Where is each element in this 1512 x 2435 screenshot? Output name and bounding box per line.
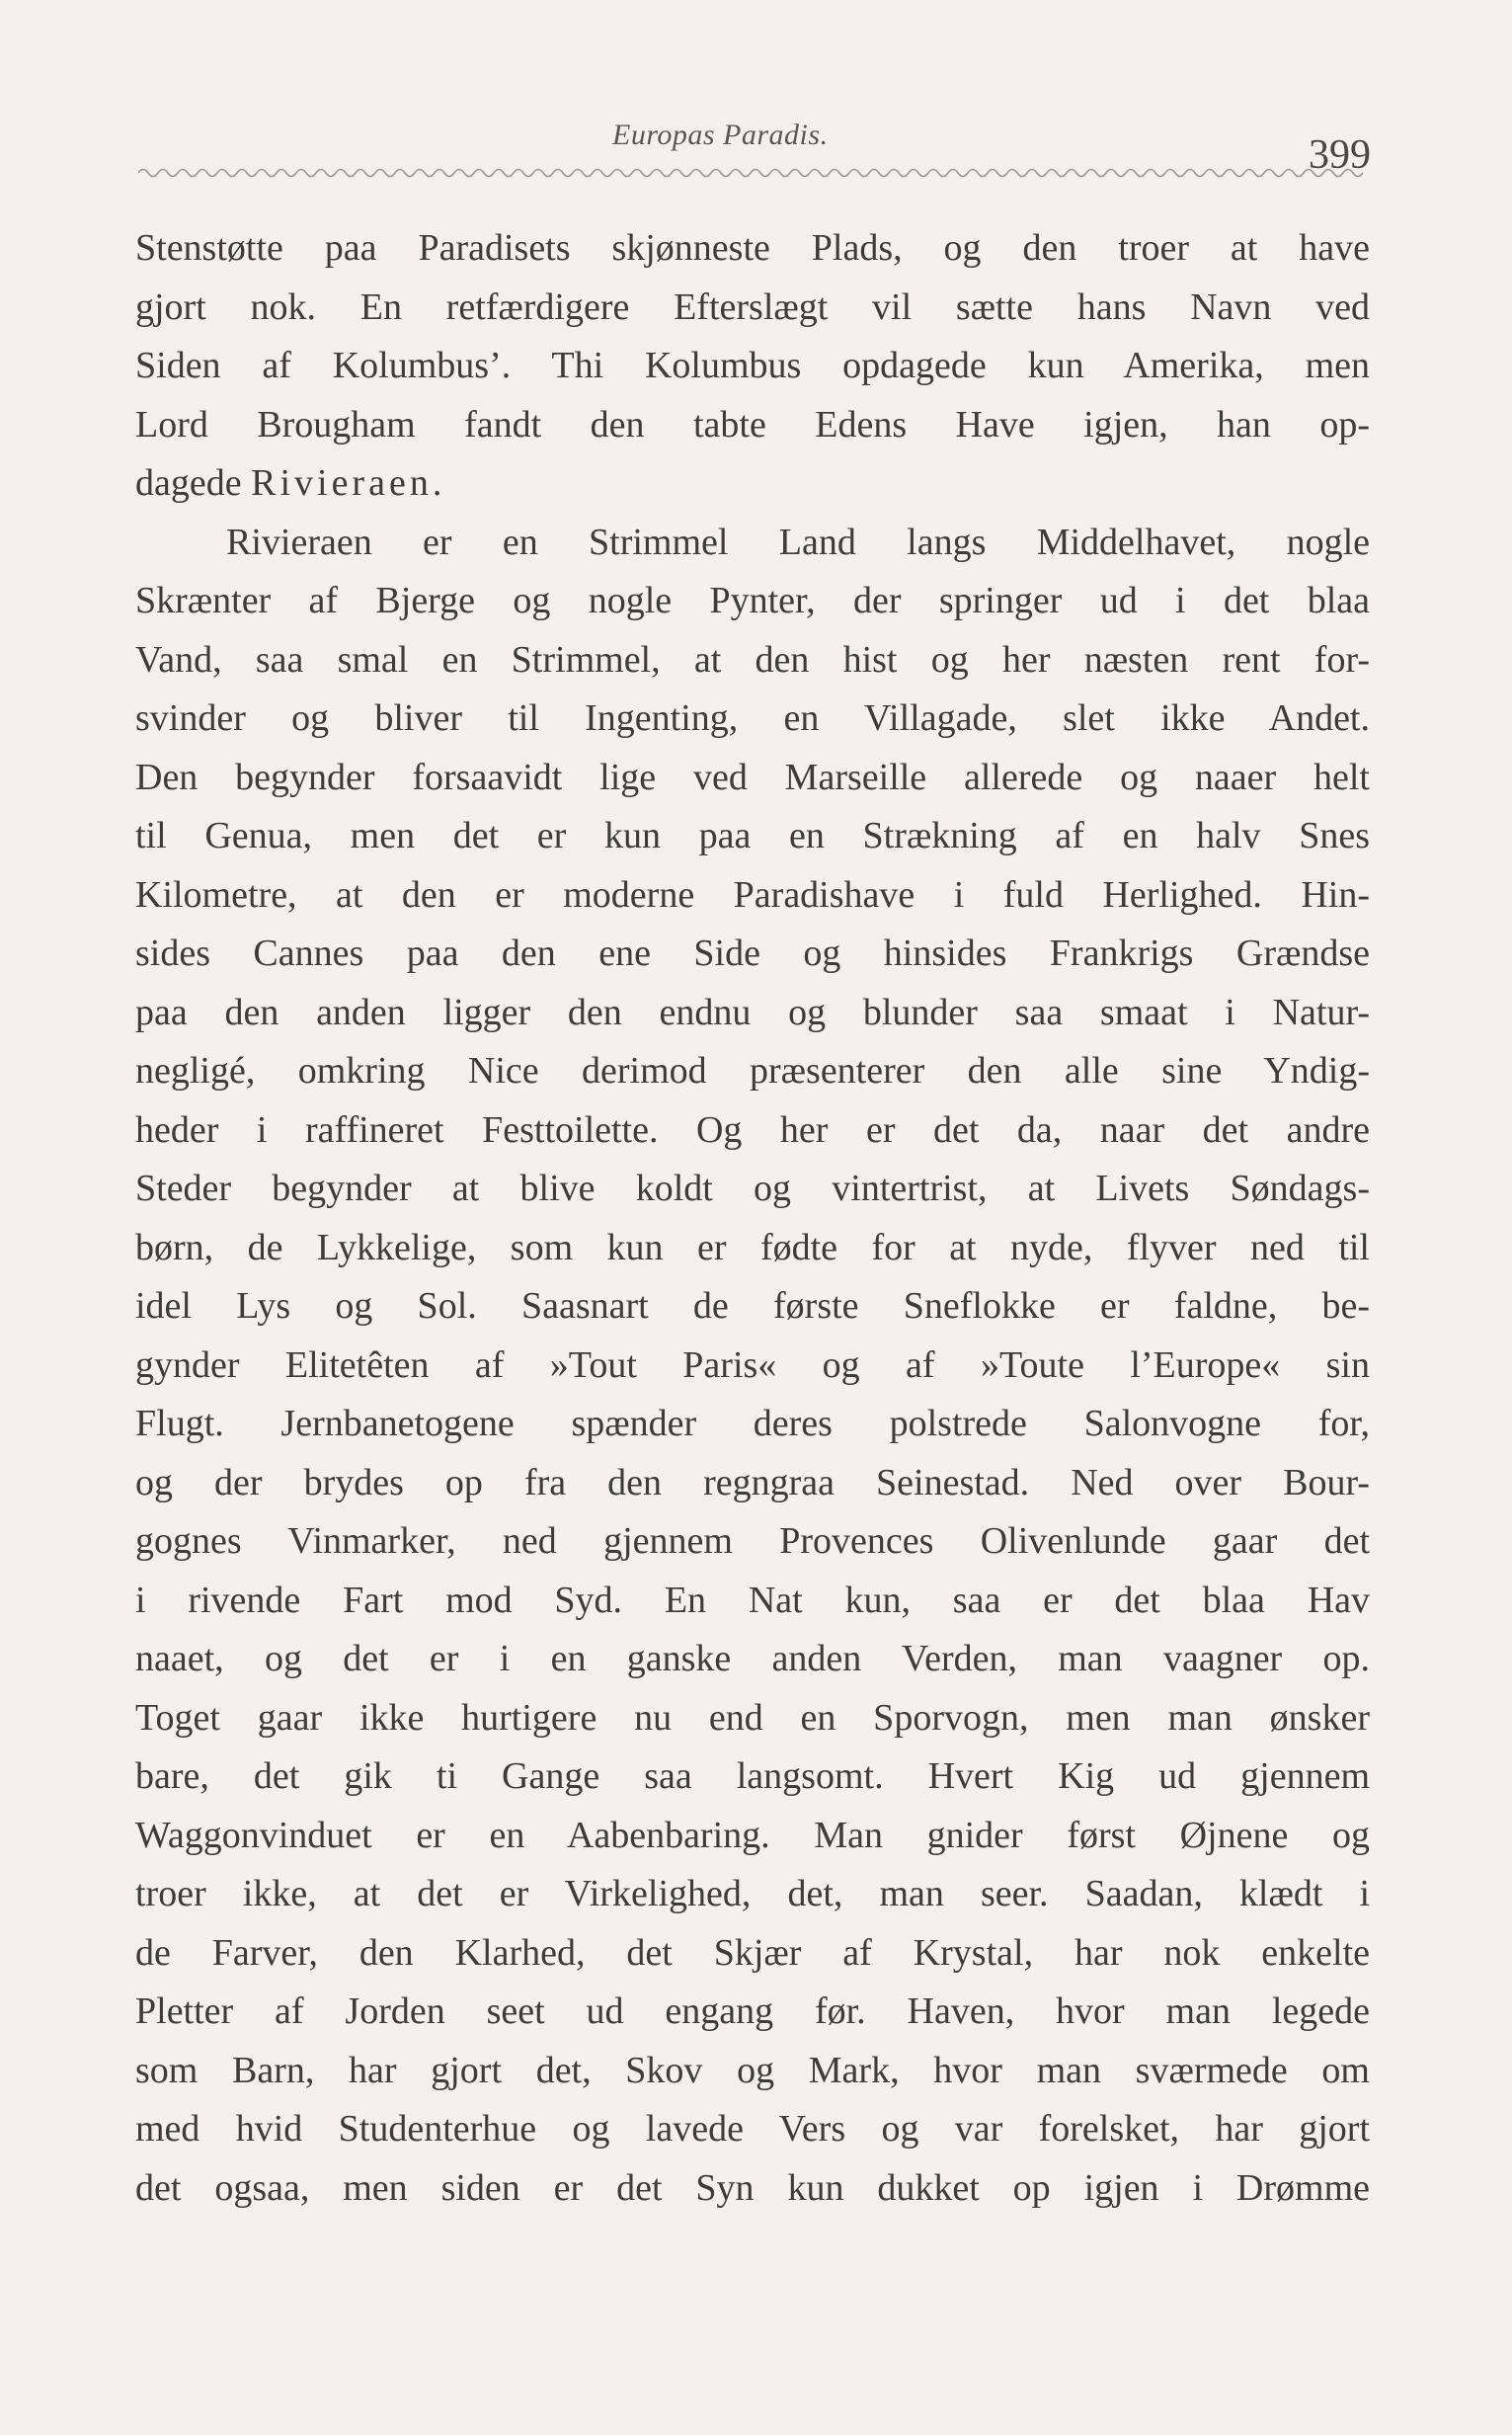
text-line: paa den anden ligger den endnu og blunder saa smaat i Natur-: [135, 991, 1370, 1033]
text-line: heder i raffineret Festtoilette. Og her er det da, naar det andre: [135, 1108, 1370, 1151]
text-line: Stenstøtte paa Paradisets skjønneste Plads, og den troer at have: [135, 227, 1370, 269]
spaced-emphasis: Rivieraen: [251, 462, 433, 504]
text-line: svinder og bliver til Ingenting, en Villagade, slet ikke Andet.: [135, 697, 1370, 739]
text-line: som Barn, har gjort det, Skov og Mark, hvor man sværmede om: [135, 2049, 1370, 2091]
running-title: Europas Paradis.: [612, 119, 829, 151]
text-line: troer ikke, at det er Virkelighed, det, man seer. Saadan, klædt i: [135, 1873, 1370, 1914]
text-line: i rivende Fart mod Syd. En Nat kun, saa er det blaa Hav: [135, 1579, 1370, 1621]
text-line: Pletter af Jorden seet ud engang før. Haven, hvor man legede: [135, 1990, 1370, 2032]
text-line: Flugt. Jernbanetogene spænder deres polstrede Salonvogne for,: [135, 1403, 1370, 1444]
text-line: Skrænter af Bjerge og nogle Pynter, der springer ud i det blaa: [135, 580, 1370, 621]
text-line: bare, det gik ti Gange saa langsomt. Hvert Kig ud gjennem: [135, 1755, 1370, 1797]
text-line: og der brydes op fra den regngraa Seinestad. Ned over Bour-: [135, 1461, 1370, 1503]
text-line: Den begynder forsaavidt lige ved Marseille allerede og naaer helt: [135, 756, 1370, 798]
text-line: Waggonvinduet er en Aabenbaring. Man gnider først Øjnene og: [135, 1814, 1370, 1856]
text-line: gynder Elitetêten af »Tout Paris« og af »Toute l’Europe« sin: [135, 1343, 1370, 1386]
page-number: 399: [1309, 132, 1371, 178]
text-line: børn, de Lykkelige, som kun er fødte for at nyde, flyver ned til: [135, 1226, 1370, 1268]
text-line: Lord Brougham fandt den tabte Edens Have igjen, han op-: [135, 403, 1370, 446]
text-segment: dagede: [135, 462, 252, 504]
text-line: Siden af Kolumbus’. Thi Kolumbus opdagede kun Amerika, men: [135, 345, 1370, 386]
text-line: Kilometre, at den er moderne Paradishave i fuld Herlighed. Hin-: [135, 873, 1370, 916]
text-segment: .: [432, 462, 442, 504]
paragraph-start-line: Rivieraen er en Strimmel Land langs Middelhavet, nogle: [226, 521, 1370, 563]
text-line: naaet, og det er i en ganske anden Verden, man vaagner op.: [135, 1638, 1370, 1679]
text-line: de Farver, den Klarhed, det Skjær af Krystal, har nok enkelte: [135, 1931, 1370, 1974]
text-line: det ogsaa, men siden er det Syn kun dukket op igjen i Drømme: [135, 2166, 1370, 2209]
header-ornament-rule: [138, 164, 1363, 182]
text-line: med hvid Studenterhue og lavede Vers og var forelsket, har gjort: [135, 2108, 1370, 2150]
text-line: sides Cannes paa den ene Side og hinsides Frankrigs Grændse: [135, 933, 1370, 974]
text-line: gognes Vinmarker, ned gjennem Provences Olivenlunde gaar det: [135, 1520, 1370, 1562]
text-line: Toget gaar ikke hurtigere nu end en Sporvogn, men man ønsker: [135, 1696, 1370, 1739]
text-line: Vand, saa smal en Strimmel, at den hist og her næsten rent for-: [135, 638, 1370, 681]
text-line: Steder begynder at blive koldt og vintertrist, at Livets Søndags-: [135, 1168, 1370, 1209]
text-line: til Genua, men det er kun paa en Strækning af en halv Snes: [135, 815, 1370, 856]
text-line: gjort nok. En retfærdigere Efterslægt vil sætte hans Navn ved: [135, 285, 1370, 328]
text-line: [135, 454, 1370, 514]
body-text: [135, 219, 1370, 2218]
text-line: idel Lys og Sol. Saasnart de første Sneflokke er faldne, be-: [135, 1285, 1370, 1327]
text-line: negligé, omkring Nice derimod præsenterer den alle sine Yndig-: [135, 1050, 1370, 1092]
